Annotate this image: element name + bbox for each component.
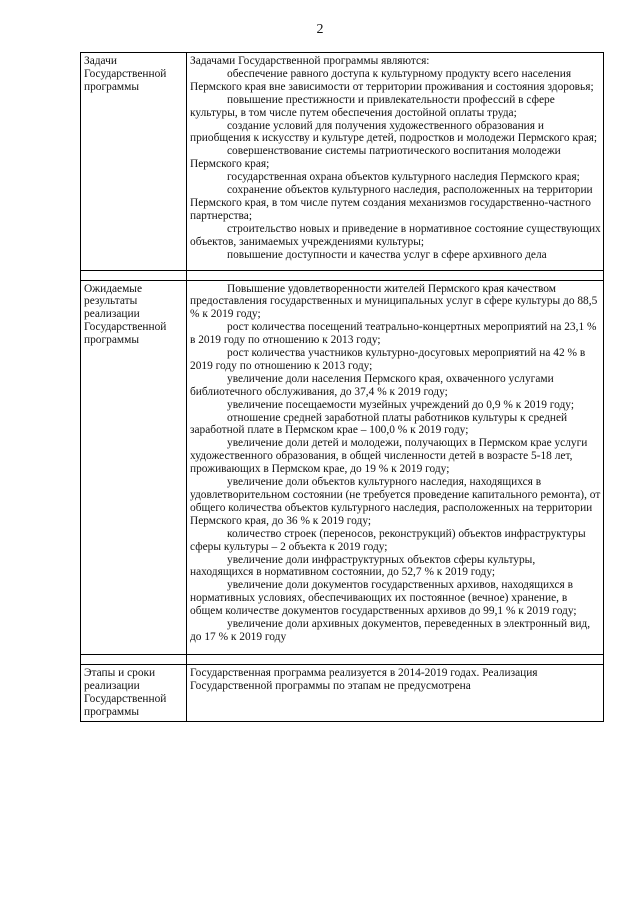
list-item: государственная охрана объектов культурного наследия Пермского края;	[227, 171, 580, 184]
tasks-intro: Задачами Государственной программы являются:	[190, 55, 430, 67]
list-item: совершенствование системы патриотического воспитания молодежи Пермского края;	[190, 145, 561, 171]
list-item: рост количества участников культурно-досуговых мероприятий на 42 % в 2019 году по отношению к 2013 году;	[190, 347, 586, 372]
list-item: рост количества посещений театрально-концертных мероприятий на 23,1 % в 2019 году по отношению к 2013 году;	[190, 321, 597, 347]
row-content-results	[187, 280, 604, 654]
passport-table	[80, 52, 604, 722]
spacer-cell	[187, 654, 604, 664]
list-item: сохранение объектов культурного наследия, расположенных на территории Пермского края, в том числе путем создания механизмов государственно-частного партнерства;	[190, 184, 593, 222]
list-item: повышение доступности и качества услуг в сфере архивного дела	[227, 248, 547, 261]
list-item: увеличение доли инфраструктурных объектов сферы культуры, находящихся в нормативном состоянии, до 52,7 % к 2019 году;	[190, 553, 536, 579]
table-spacer-row	[81, 270, 604, 280]
page-number: 2	[316, 22, 324, 37]
spacer-cell	[187, 270, 604, 280]
list-item: отношение средней заработной платы работников культуры к средней заработной плате в Пермском крае – 100,0 % к 2019 году;	[190, 411, 568, 437]
row-content-tasks	[187, 53, 604, 271]
list-item: увеличение посещаемости музейных учреждений до 0,9 % к 2019 году;	[227, 398, 575, 411]
list-item: увеличение доли объектов культурного наследия, находящихся в удовлетворительном состоянии (не требуется проведение капитального ремонта), от общего количества объектов культурного наследия, расположенных на территории Пермского края, до 36 % к 2019 году;	[190, 476, 601, 527]
row-label-text: Этапы и сроки реализации Государственной программы	[84, 666, 167, 718]
table-spacer-row	[81, 654, 604, 664]
spacer-cell	[81, 654, 187, 664]
list-item: увеличение доли документов государственных архивов, находящихся в нормативных условиях, обеспечивающих их постоянное (вечное) хранение, в общем количестве документов государственных архивов до 99,1 % к 2019 году;	[190, 579, 577, 618]
list-item: создание условий для получения художественного образования и приобщения к искусству и культуре детей, подростков и молодежи Пермского края;	[190, 119, 598, 145]
list-item: увеличение доли детей и молодежи, получающих в Пермском крае услуги художественного образования, в общей численности детей в возрасте 5-18 лет, проживающих в Пермском крае, до 19 % к 2019 году;	[190, 437, 588, 476]
table-row-tasks	[81, 53, 604, 271]
row-label-text: Ожидаемые результаты реализации Государственной программы	[84, 282, 167, 347]
list-item: увеличение доли архивных документов, переведенных в электронный вид, до 17 % к 2019 году	[190, 618, 591, 643]
table-row-results	[81, 280, 604, 654]
row-label-text: Задачи Государственной программы	[84, 55, 167, 93]
list-item: повышение престижности и привлекательности профессий в сфере культуры, в том числе путем обеспечения достойной оплаты труда;	[190, 93, 555, 119]
stages-text: Государственная программа реализуется в 2014-2019 годах. Реализация Государственной программы по этапам не предусмотрена	[190, 666, 538, 692]
row-label-results	[81, 280, 187, 654]
list-item: увеличение доли населения Пермского края, охваченного услугами библиотечного обслуживания, до 37,4 % к 2019 году;	[190, 372, 554, 398]
spacer-cell	[81, 270, 187, 280]
list-item: строительство новых и приведение в нормативное состояние существующих объектов, занимаемых учреждениями культуры;	[190, 222, 601, 248]
row-content-stages	[187, 664, 604, 721]
row-label-tasks	[81, 53, 187, 271]
table-row-stages	[81, 664, 604, 721]
list-item: обеспечение равного доступа к культурному продукту всего населения Пермского края вне зависимости от территории проживания и состояния здоровья;	[190, 67, 594, 93]
list-item: количество строек (переносов, реконструкций) объектов инфраструктуры сферы культуры – 2 объекта к 2019 году;	[190, 527, 586, 553]
list-item: Повышение удовлетворенности жителей Пермского края качеством предоставления государственных и муниципальных услуг в сфере культуры до 88,5 % к 2019 году;	[190, 282, 598, 321]
row-label-stages	[81, 664, 187, 721]
